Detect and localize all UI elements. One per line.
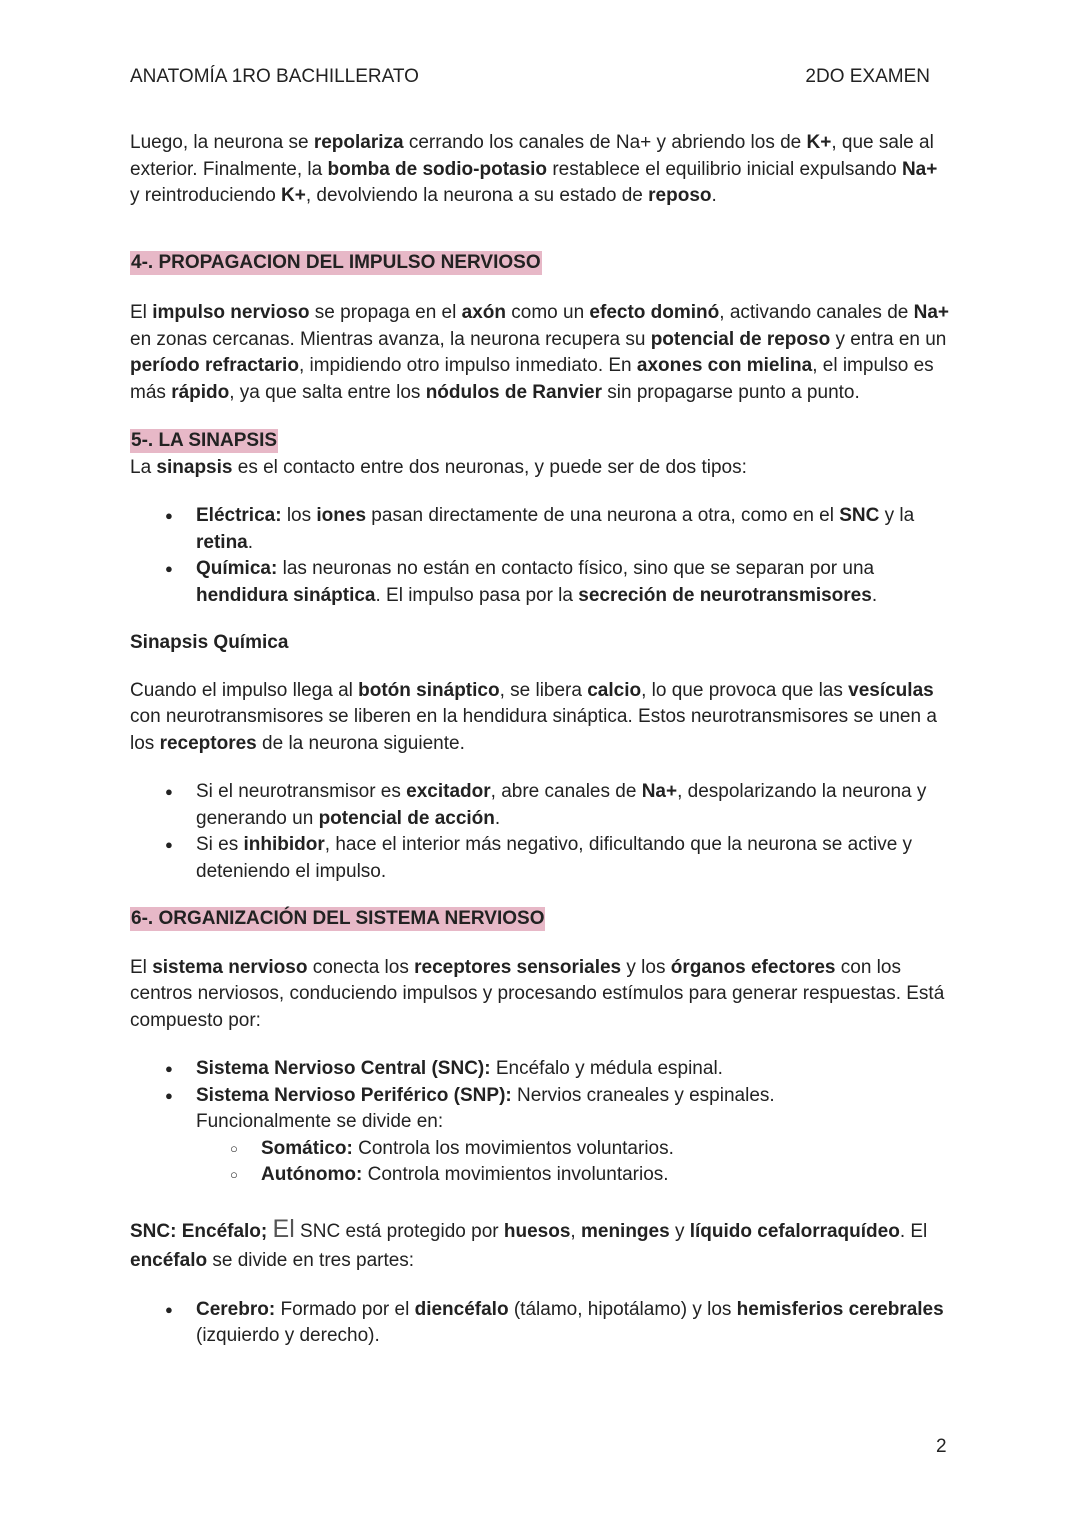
paragraph-synapsis-intro: La sinapsis es el contacto entre dos neuronas, y puede ser de dos tipos: (130, 456, 747, 478)
paragraph-chemical-synapsis: Cuando el impulso llega al botón sináptico, se libera calcio, lo que provoca que las vesículas con neurotransmisores se liberen en la hendidura sináptica. Estos neurotransmisores se unen a los receptores de la neurona siguiente. (130, 679, 937, 754)
paragraph-organization: El sistema nervioso conecta los receptores sensoriales y los órganos efectores con los centros nerviosos, conduciendo impulsos y procesando estímulos para generar respuestas. Está compuesto por: (130, 956, 945, 1031)
list-item-snc: ● Sistema Nervioso Central (SNC): Encéfalo y médula espinal. (130, 1056, 950, 1083)
subheading-sinapsis-quimica: Sinapsis Química (130, 632, 289, 653)
list-item-somatico: ○ Somático: Controla los movimientos voluntarios. (196, 1136, 820, 1163)
snp-subdivision-list (196, 1136, 820, 1189)
paragraph-encephalon: SNC: Encéfalo; El SNC está protegido por huesos, meninges y líquido cefalorraquídeo. El encéfalo se divide en tres partes: (130, 1214, 928, 1271)
paragraph-propagation: El impulso nervioso se propaga en el axón como un efecto dominó, activando canales de Na+ en zonas cercanas. Mientras avanza, la neurona recupera su potencial de reposo y entra en un período refractario, impidiendo otro impulso inmediato. En axones con mielina, el impulso es más rápido, ya que salta entre los nódulos de Ranvier sin propagarse punto a punto. (130, 302, 950, 403)
list-item-quimica: ● Química: las neuronas no están en contacto físico, sino que se separan por una hendidura sináptica. El impulso pasa por la secreción de neurotransmisores. (130, 556, 950, 609)
page-number: 2 (936, 1436, 947, 1457)
header-subject: ANATOMÍA 1RO BACHILLERATO (130, 66, 419, 87)
list-item-inhibidor: ● Si es inhibidor, hace el interior más negativo, dificultando que la neurona se active y deteniendo el impulso. (130, 832, 950, 885)
list-item-snp: ● Sistema Nervioso Periférico (SNP): Nervios craneales y espinales. Funcionalmente se divide en: ○ Somático: Controla los movimientos voluntarios. ○ Autónomo: Controla movimientos involuntarios. (130, 1083, 950, 1189)
synapsis-types-list (130, 503, 950, 609)
list-item-electrica: ● Eléctrica: los iones pasan directamente de una neurona a otra, como en el SNC y la retina. (130, 503, 950, 556)
section-heading-4: 4-. PROPAGACION DEL IMPULSO NERVIOSO (131, 251, 541, 273)
paragraph-repolarization: Luego, la neurona se repolariza cerrando los canales de Na+ y abriendo los de K+, que sale al exterior. Finalmente, la bomba de sodio-potasio restablece el equilibrio inicial expulsando Na+ y reintroduciendo K+, devolviendo la neurona a su estado de reposo. (130, 132, 938, 206)
list-item-autonomo: ○ Autónomo: Controla movimientos involuntarios. (196, 1162, 820, 1189)
section-heading-6: 6-. ORGANIZACIÓN DEL SISTEMA NERVIOSO (131, 908, 545, 929)
neurotransmitter-effects-list (130, 779, 950, 885)
list-item-excitador: ● Si el neurotransmisor es excitador, abre canales de Na+, despolarizando la neurona y generando un potencial de acción. (130, 779, 950, 832)
header-exam: 2DO EXAMEN (805, 66, 930, 87)
list-item-cerebro: ● Cerebro: Formado por el diencéfalo (tálamo, hipotálamo) y los hemisferios cerebrales (izquierdo y derecho). (130, 1297, 950, 1350)
section-heading-5: 5-. LA SINAPSIS (131, 430, 278, 451)
encephalon-parts-list (130, 1297, 950, 1350)
page-content (130, 130, 950, 1350)
nervous-system-parts-list (130, 1056, 950, 1189)
